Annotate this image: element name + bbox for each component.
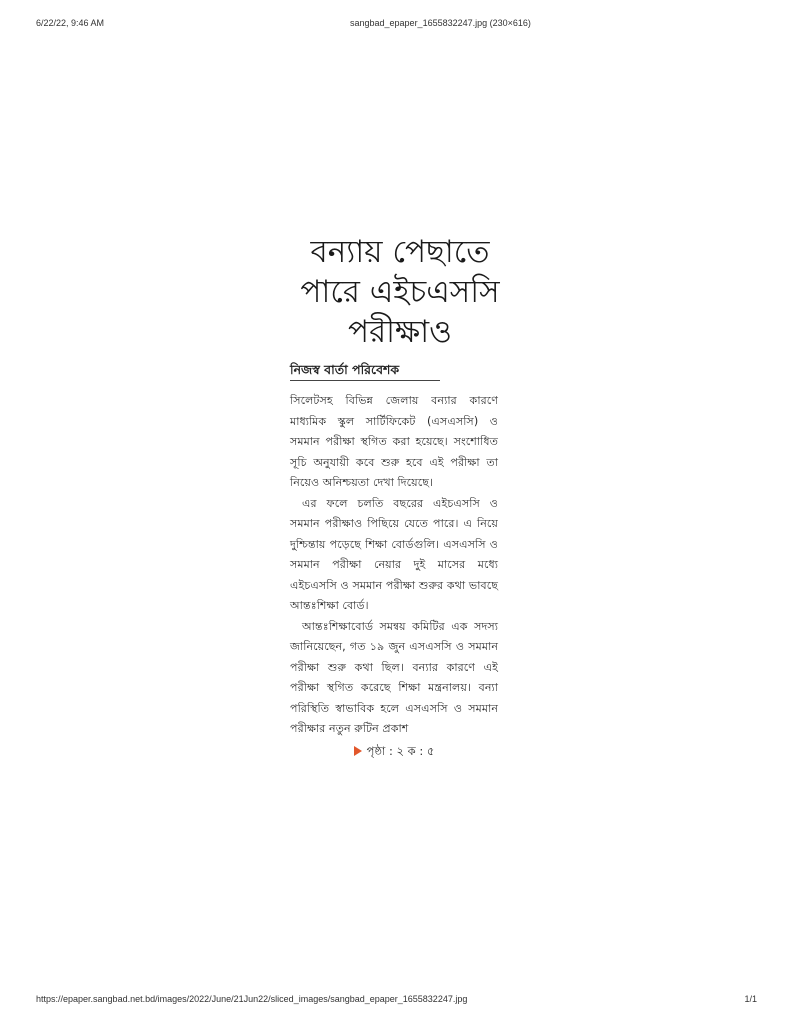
article-body (290, 391, 498, 740)
headline-line: পারে এইচএসসি (300, 274, 500, 310)
headline-line: পরীক্ষাও (348, 314, 452, 350)
article-headline (290, 232, 510, 352)
continued-on-reference (290, 742, 498, 760)
print-source-url: https://epaper.sangbad.net.bd/images/2022/June/21Jun22/sliced_images/sangbad_epaper_1655832247.jpg (36, 994, 468, 1004)
article-paragraph: আন্তঃশিক্ষাবোর্ড সমন্বয় কমিটির এক সদস্য জানিয়েছেন, গত ১৯ জুন এসএসসি ও সমমান পরীক্ষা শুরু কথা ছিল। বন্যার কারণে এই পরীক্ষা স্থগিত করেছে শিক্ষা মন্ত্রনালয়। বন্যা পরিস্থিতি স্বাভাবিক হলে এসএসসি ও সমমান পরীক্ষার নতুন রুটিন প্রকাশ (290, 619, 498, 735)
headline-line: বন্যায় পেছাতে (310, 234, 490, 270)
print-header (0, 18, 791, 32)
article-byline: নিজস্ব বার্তা পরিবেশক (290, 362, 400, 377)
article-paragraph: এর ফলে চলতি বছরের এইচএসসি ও সমমান পরীক্ষাও পিছিয়ে যেতে পারে। এ নিয়ে দুশ্চিন্তায় পড়েছে শিক্ষা বোর্ডগুলি। এসএসসি ও সমমান পরীক্ষা নেয়ার দুই মাসের মধ্যে এইচএসসি ও সমমান পরীক্ষা শুরুর কথা ভাবছে আন্তঃশিক্ষা বোর্ড। (290, 496, 498, 612)
arrow-right-icon (354, 746, 362, 756)
newspaper-clipping (290, 232, 510, 802)
article-paragraph: সিলেটসহ বিভিন্ন জেলায় বন্যার কারণে মাধ্যমিক স্কুল সার্টিফিকেট (এসএসসি) ও সমমান পরীক্ষা স্থগিত করা হয়েছে। সংশোধিত সূচি অনুযায়ী কবে শুরু হবে এই পরীক্ষা তা নিয়েও অনিশ্চয়তা দেখা দিয়েছে। (290, 394, 498, 489)
print-date: 6/22/22, 9:46 AM (36, 18, 105, 28)
byline-block (290, 362, 440, 381)
print-document-title: sangbad_epaper_1655832247.jpg (230×616) (350, 18, 531, 28)
print-page-number: 1/1 (744, 994, 757, 1004)
print-footer (0, 994, 791, 1008)
continued-text: পৃষ্ঠা : ২ ক : ৫ (366, 743, 435, 758)
